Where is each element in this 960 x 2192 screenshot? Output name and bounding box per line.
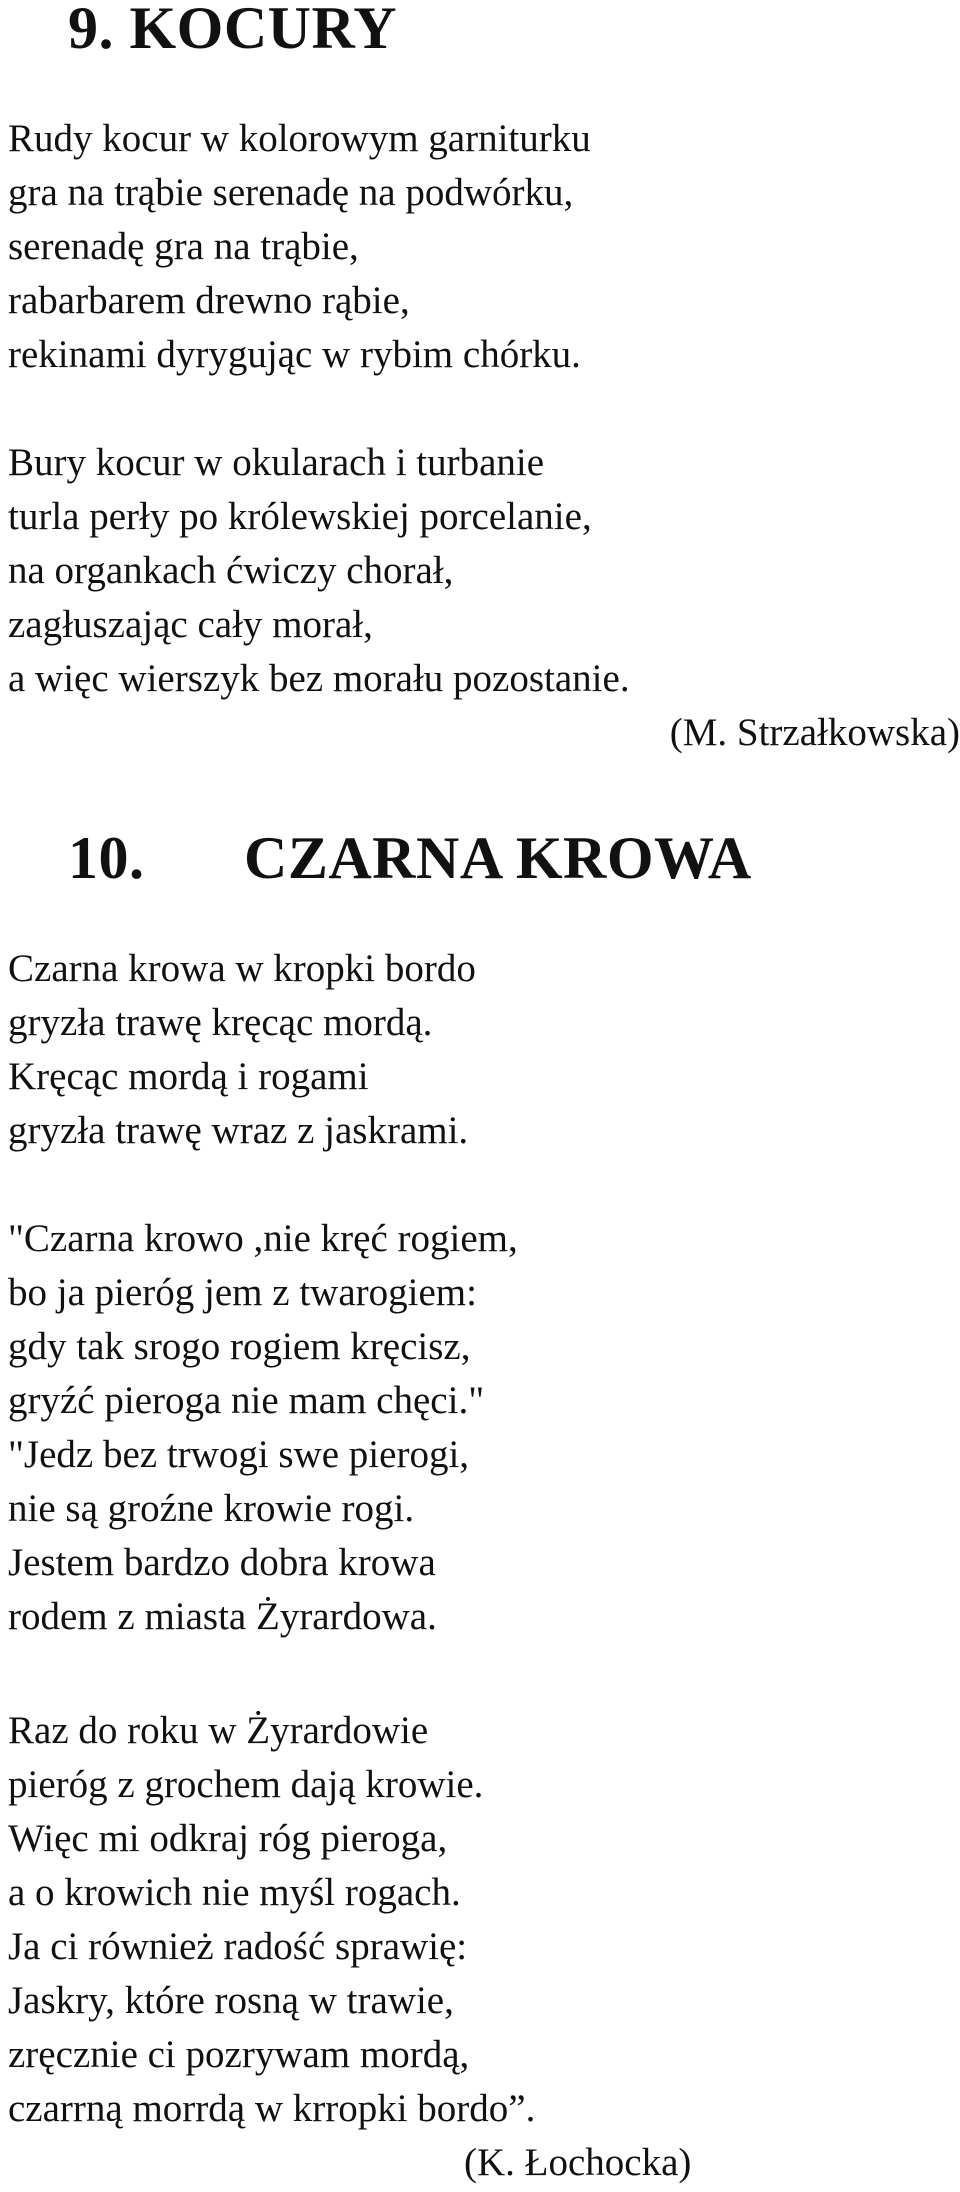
stanza <box>8 1212 518 1644</box>
verse-line: turla perły po królewskiej porcelanie, <box>8 495 592 538</box>
verse-line: a więc wierszyk bez morału pozostanie. <box>8 657 630 700</box>
stanza <box>8 942 476 1158</box>
stanza <box>8 436 630 706</box>
stanza <box>8 1704 535 2136</box>
verse-line: Raz do roku w Żyrardowie <box>8 1709 429 1752</box>
stanza <box>8 112 591 382</box>
verse-line: Czarna krowa w kropki bordo <box>8 947 476 990</box>
verse-line: a o krowich nie myśl rogach. <box>8 1871 461 1914</box>
verse-line: nie są groźne krowie rogi. <box>8 1487 415 1530</box>
verse-line: Bury kocur w okularach i turbanie <box>8 441 545 484</box>
verse-line: serenadę gra na trąbie, <box>8 225 359 268</box>
verse-line: rekinami dyrygując w rybim chórku. <box>8 333 581 376</box>
poem-number: 9. <box>68 0 114 61</box>
verse-line: bo ja pieróg jem z twarogiem: <box>8 1271 477 1314</box>
verse-line: Jestem bardzo dobra krowa <box>8 1541 436 1584</box>
verse-line: Jaskry, które rosną w trawie, <box>8 1979 454 2022</box>
poem-author: (M. Strzałkowska) <box>669 711 960 754</box>
poem-title <box>68 0 398 61</box>
verse-line: "Jedz bez trwogi swe pierogi, <box>8 1433 470 1476</box>
verse-line: "Czarna krowo ,nie kręć rogiem, <box>8 1217 518 1260</box>
verse-line: na organkach ćwiczy chorał, <box>8 549 454 592</box>
verse-line: Kręcąc mordą i rogami <box>8 1055 369 1098</box>
poem-title-text: KOCURY <box>129 0 398 61</box>
verse-line: zagłuszając cały morał, <box>8 603 373 646</box>
verse-line: gra na trąbie serenadę na podwórku, <box>8 171 574 214</box>
verse-line: gryzła trawę kręcąc mordą. <box>8 1001 433 1044</box>
verse-line: pieróg z grochem dają krowie. <box>8 1763 484 1806</box>
poem-author: (K. Łochocka) <box>464 2141 692 2184</box>
verse-line: gryzła trawę wraz z jaskrami. <box>8 1109 469 1152</box>
verse-line: Ja ci również radość sprawię: <box>8 1925 468 1968</box>
poem-number: 10. <box>68 825 145 891</box>
verse-line: Więc mi odkraj róg pieroga, <box>8 1817 448 1860</box>
verse-line: Rudy kocur w kolorowym garniturku <box>8 117 591 160</box>
verse-line: gdy tak srogo rogiem kręcisz, <box>8 1325 471 1368</box>
verse-line: czarrną morrdą w krropki bordo”. <box>8 2087 536 2130</box>
verse-line: gryźć pieroga nie mam chęci." <box>8 1379 485 1422</box>
verse-line: rodem z miasta Żyrardowa. <box>8 1595 437 1638</box>
verse-line: rabarbarem drewno rąbie, <box>8 279 410 322</box>
poem-title-text: CZARNA KROWA <box>244 825 752 891</box>
verse-line: zręcznie ci pozrywam mordą, <box>8 2033 470 2076</box>
poem-title <box>68 825 752 891</box>
